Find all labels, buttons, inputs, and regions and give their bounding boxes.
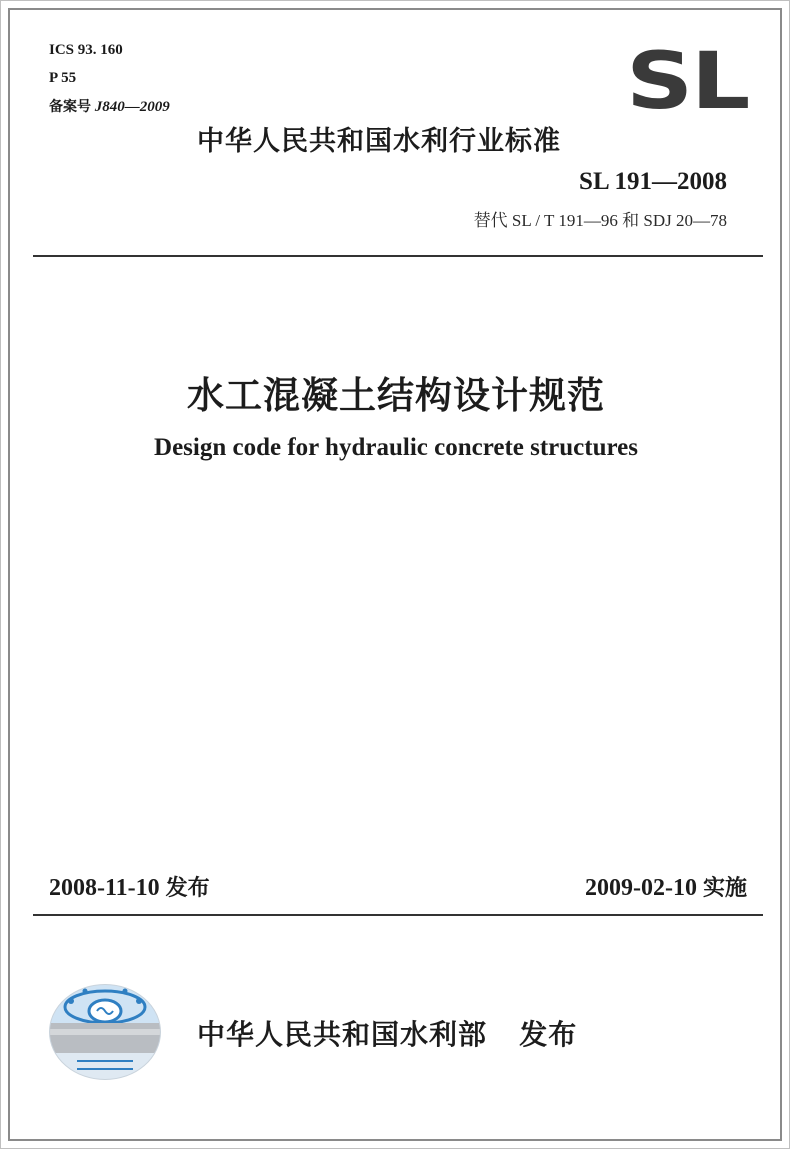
publisher	[197, 1013, 577, 1053]
document-title-english: Design code for hydraulic concrete structures	[154, 434, 638, 461]
ics-code: ICS 93. 160	[49, 42, 123, 58]
standard-number: SL 191—2008	[579, 168, 727, 195]
sl-logo-icon	[625, 45, 749, 113]
svg-text:SL: SL	[626, 45, 749, 113]
replaces-standards: 替代 SL / T 191—96 和 SDJ 20—78	[473, 211, 727, 230]
record-value: J840—2009	[94, 99, 170, 115]
publisher-action: 发布	[519, 1018, 578, 1051]
record-label: 备案号	[49, 99, 91, 115]
footer-divider	[33, 914, 763, 916]
implement-date-label: 实施	[702, 876, 747, 901]
record-number	[49, 96, 170, 116]
document-title-chinese: 水工混凝土结构设计规范	[187, 374, 605, 417]
implement-date-value: 2009-02-10	[585, 875, 697, 901]
classification-code: P 55	[49, 70, 77, 86]
issue-date-value: 2008-11-10	[49, 875, 160, 901]
header-divider	[33, 255, 763, 257]
industry-standard-title: 中华人民共和国水利行业标准	[197, 126, 561, 157]
implement-date	[585, 871, 747, 902]
publisher-name: 中华人民共和国水利部	[197, 1018, 488, 1051]
issue-date	[49, 871, 210, 902]
anti-counterfeit-seal-icon	[47, 983, 163, 1081]
issue-date-label: 发布	[165, 876, 210, 901]
